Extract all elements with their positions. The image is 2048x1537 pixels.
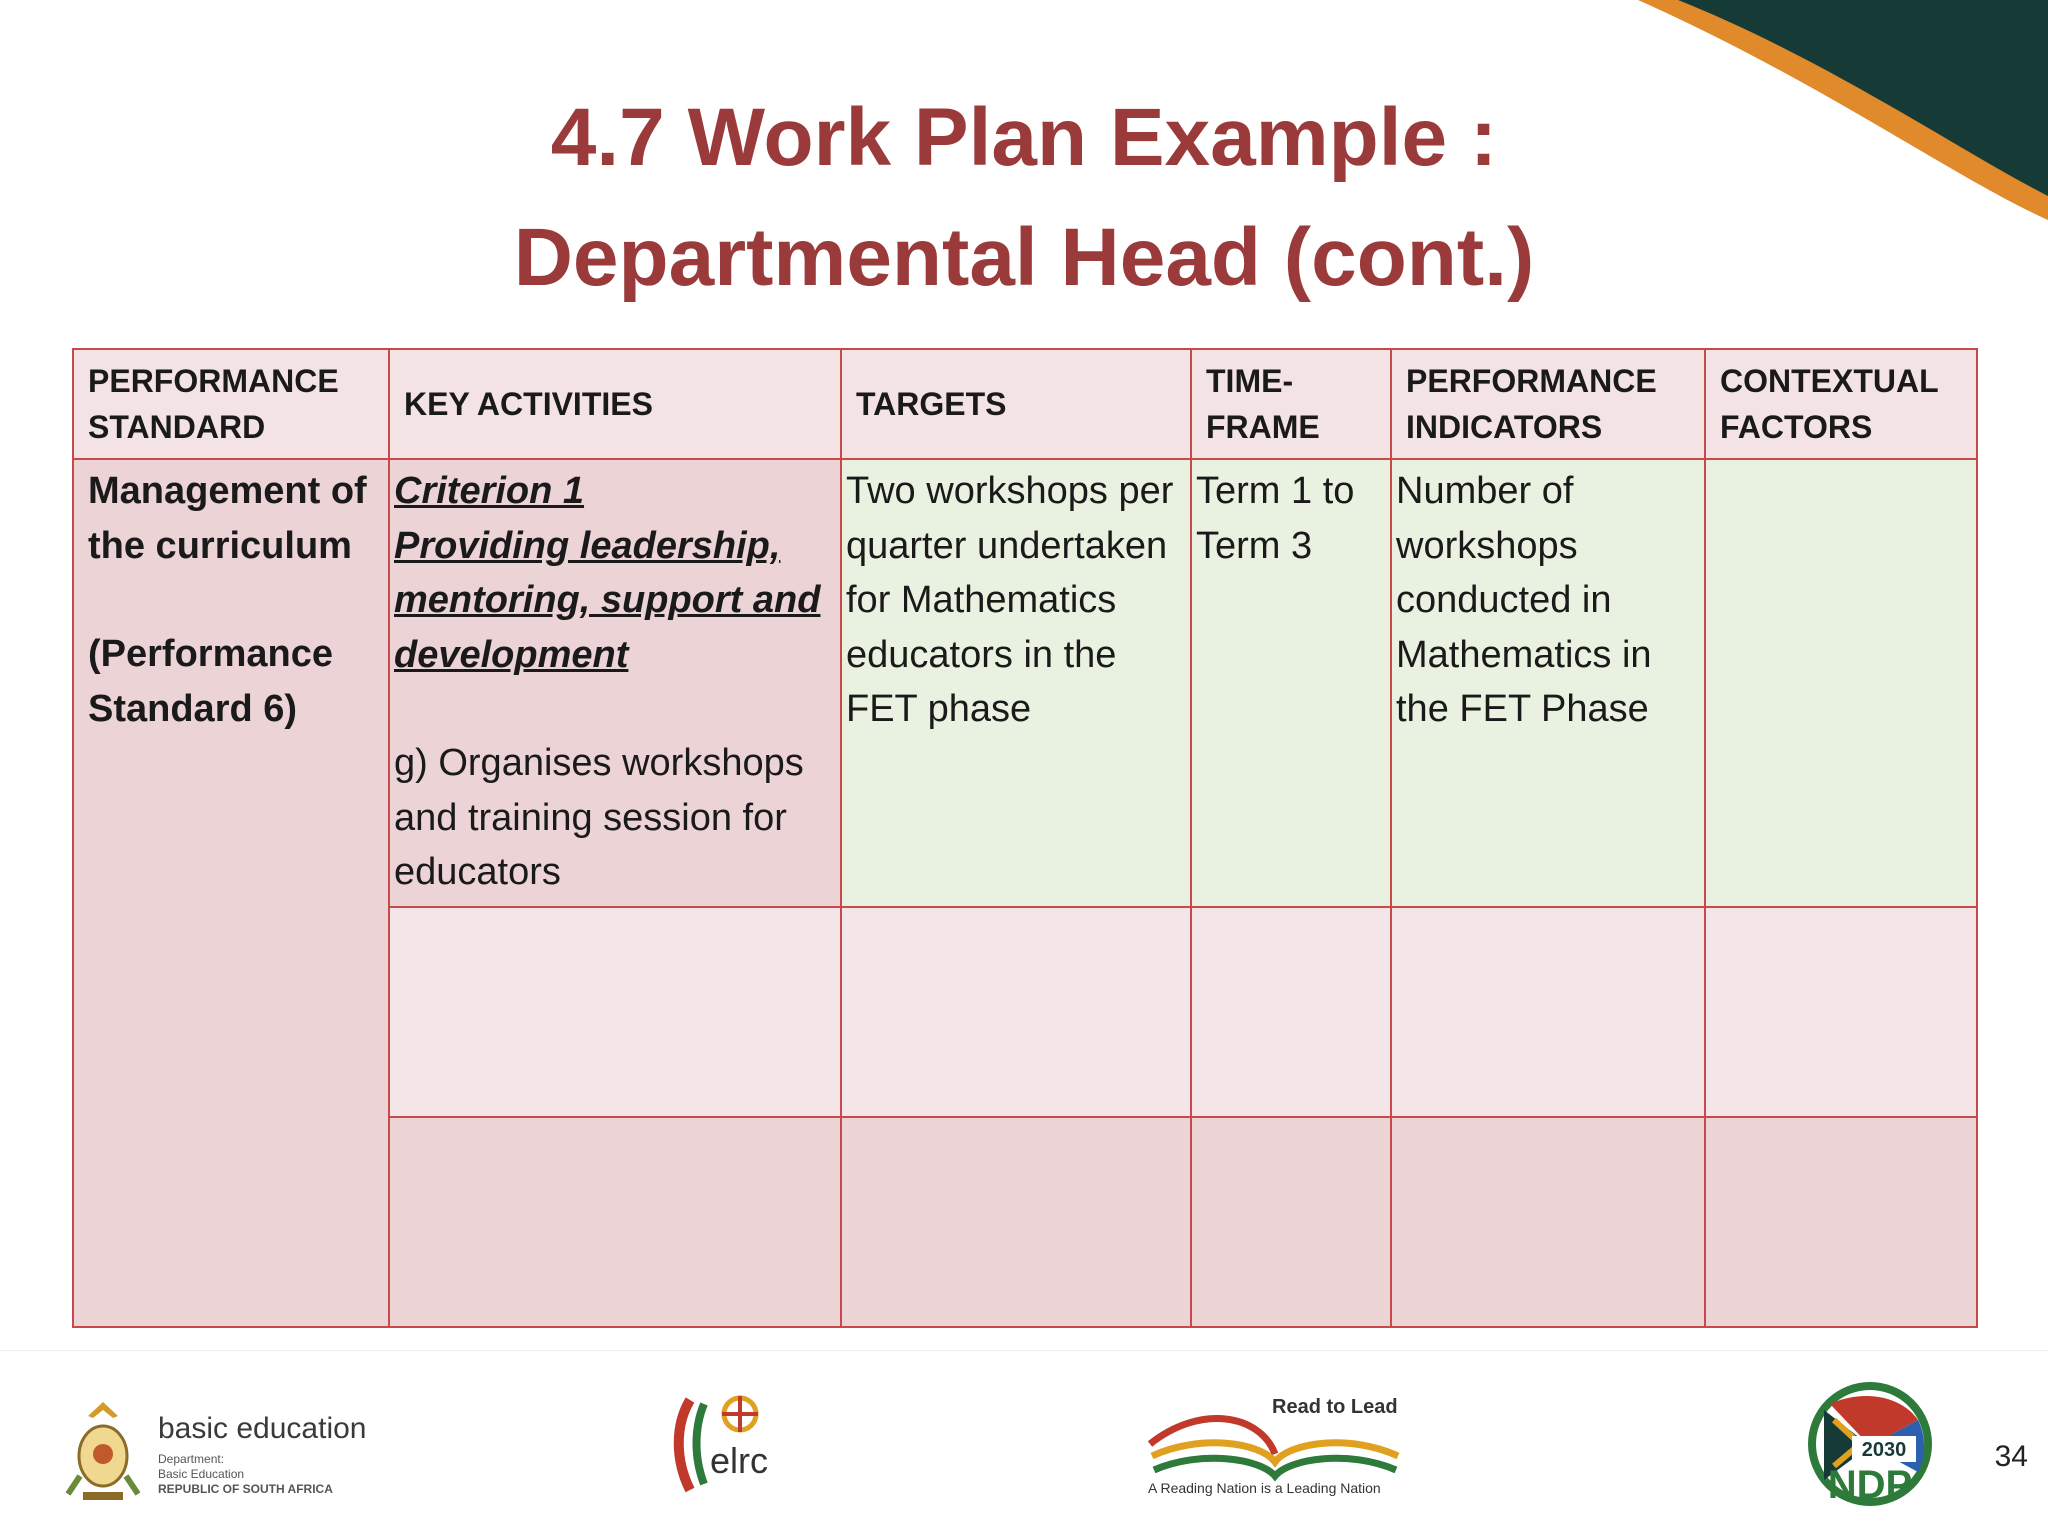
empty-cell xyxy=(1705,907,1977,1117)
empty-cell xyxy=(389,1117,841,1327)
basic-education-text: basic education xyxy=(158,1412,367,1445)
header-performance-standard: PERFORMANCE STANDARD xyxy=(73,349,389,459)
performance-indicators-cell: Number of workshops conducted in Mathematics in the FET Phase xyxy=(1391,459,1705,907)
ndp-text: NDP xyxy=(1827,1463,1913,1507)
empty-cell xyxy=(389,907,841,1117)
key-activities-cell xyxy=(389,459,841,907)
header-key-activities: KEY ACTIVITIES xyxy=(389,349,841,459)
performance-standard-name: Management of the curriculum xyxy=(88,470,367,567)
criterion-title: Criterion 1 xyxy=(394,470,585,512)
elrc-text: elrc xyxy=(710,1440,769,1481)
empty-cell xyxy=(1705,1117,1977,1327)
targets-cell: Two workshops per quarter undertaken for Mathematics educators in the FET phase xyxy=(841,459,1191,907)
performance-standard-cell xyxy=(73,459,389,1327)
ndp-2030-logo-icon xyxy=(1800,1380,1940,1510)
empty-cell xyxy=(1391,1117,1705,1327)
time-frame-cell: Term 1 to Term 3 xyxy=(1191,459,1391,907)
be-country: REPUBLIC OF SOUTH AFRICA xyxy=(158,1482,333,1496)
contextual-factors-cell xyxy=(1705,459,1977,907)
basic-education-subtext xyxy=(158,1452,333,1497)
empty-cell xyxy=(1191,907,1391,1117)
read-to-lead-tagline: A Reading Nation is a Leading Nation xyxy=(1148,1480,1381,1496)
header-performance-indicators: PERFORMANCE INDICATORS xyxy=(1391,349,1705,459)
header-time-frame: TIME-FRAME xyxy=(1191,349,1391,459)
slide-title-line1: 4.7 Work Plan Example : xyxy=(550,92,1498,183)
header-targets: TARGETS xyxy=(841,349,1191,459)
slide-title-line2: Departmental Head (cont.) xyxy=(513,212,1535,303)
empty-cell xyxy=(841,1117,1191,1327)
criterion-description: Providing leadership, mentoring, support and development xyxy=(394,524,821,676)
performance-standard-number: (Performance Standard 6) xyxy=(88,633,333,730)
header-contextual-factors: CONTEXTUAL FACTORS xyxy=(1705,349,1977,459)
table-header-row xyxy=(73,349,1977,459)
empty-cell xyxy=(1191,1117,1391,1327)
slide-title xyxy=(200,78,1848,318)
page-number: 34 xyxy=(1994,1440,2028,1473)
empty-cell xyxy=(841,907,1191,1117)
coat-of-arms-icon xyxy=(58,1396,148,1506)
table-row xyxy=(73,459,1977,907)
read-to-lead-text: Read to Lead xyxy=(1272,1396,1398,1418)
empty-cell xyxy=(1391,907,1705,1117)
be-dept-line2: Basic Education xyxy=(158,1467,245,1481)
work-plan-table xyxy=(72,348,1978,1328)
key-activity-text: g) Organises workshops and training session for educators xyxy=(394,742,804,893)
ndp-year-text: 2030 xyxy=(1861,1439,1907,1461)
be-dept-line1: Department: xyxy=(158,1452,225,1466)
